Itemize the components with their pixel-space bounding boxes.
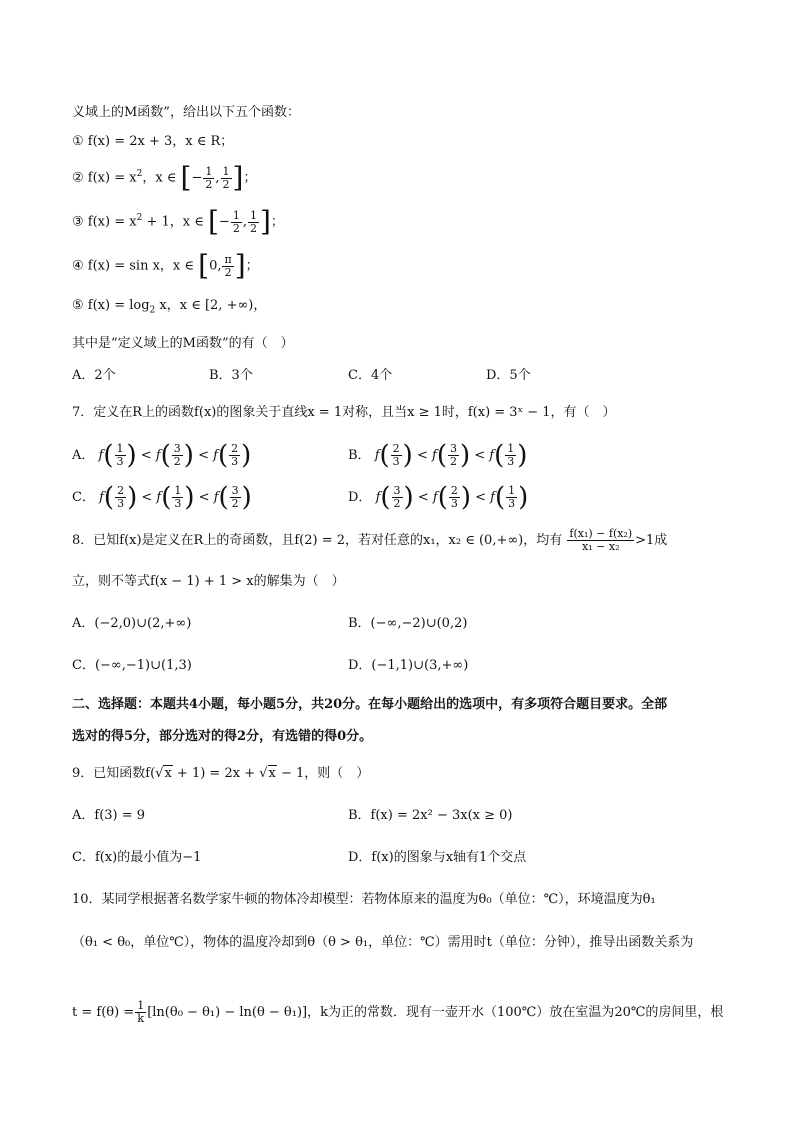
question-7-option-c[interactable]: C． f( $\frac{2}{3}$ ) < f( $\frac{1}{3}$ ) < f( $\frac{3}{2}$ ) xyxy=(72,482,252,513)
sqrt-radicand: x xyxy=(164,766,172,781)
function-1-expression: f(x) = 2x + 3，x ∈ R； xyxy=(87,134,234,149)
option-letter: C． xyxy=(72,490,95,505)
question-10-formula-rest: [ln(θ₀ − θ₁) − ln(θ − θ₁)]，k为正的常数．现有一壶开水（100℃）放在室温为20℃的房间里，根 xyxy=(147,1005,724,1020)
question-9-stem-c: − 1，则（ ） xyxy=(276,766,370,781)
fraction-numerator: f(x₁) − f(x₂) xyxy=(569,527,633,540)
fraction-numerator: 1 xyxy=(137,999,145,1012)
question-7-option-a[interactable]: A． f( $\frac{1}{3}$ ) < f( $\frac{3}{2}$ ) < f( $\frac{2}{3}$ ) xyxy=(72,440,252,471)
option-letter: D． xyxy=(348,490,372,505)
question-9-option-d[interactable]: D．f(x)的图象与x轴有1个交点 xyxy=(348,850,527,865)
section-2-heading-line-2: 选对的得5分，部分选对的得2分，有选错的得0分。 xyxy=(72,729,373,744)
option-letter: A． xyxy=(72,448,95,463)
question-7-option-b[interactable]: B． f( $\frac{2}{3}$ ) < f( $\frac{3}{2}$ ) < f( $\frac{1}{3}$ ) xyxy=(348,440,528,471)
function-5 xyxy=(72,296,266,321)
section-2-heading-line-1: 二、选择题：本题共4小题，每小题5分，共20分。在每小题给出的选项中，有多项符合题目要求。全部 xyxy=(72,697,668,712)
right-bracket: ] xyxy=(234,249,246,282)
question-6-option-a[interactable]: A．2个 xyxy=(72,368,116,383)
question-8-stem-tail: >1成 xyxy=(635,533,668,548)
question-8-fraction xyxy=(567,528,634,553)
left-bracket: [ xyxy=(198,249,210,282)
question-10-line-2: （θ₁ < θ₀，单位℃），物体的温度冷却到θ（θ > θ₁，单位：℃）需用时t（单位：分钟），推导出函数关系为 xyxy=(72,935,694,950)
right-bracket: ] xyxy=(232,161,244,194)
function-4: ④ f(x) = sin x，x ∈ [0, $\frac{\pi}{2}$ ]； xyxy=(72,249,259,282)
right-bracket: ] xyxy=(259,205,271,238)
question-10-line-1: 10．某同学根据著名数学家牛顿的物体冷却模型：若物体原来的温度为θ₀（单位：℃），环境温度为θ₁ xyxy=(72,892,656,907)
question-10-line-3 xyxy=(72,1000,723,1025)
function-1 xyxy=(72,132,233,152)
question-8-stem-line-1 xyxy=(72,528,667,553)
function-1-number: ① xyxy=(72,134,84,149)
function-2-lhs: f(x) = x xyxy=(87,170,137,186)
question-9-stem-b: + 1) = 2x + xyxy=(172,766,260,781)
function-2-number: ② xyxy=(72,170,84,186)
fraction: $\frac{\pi}{2}$ xyxy=(224,252,232,279)
function-3-lhs: f(x) = x xyxy=(87,214,137,230)
question-10-formula-lhs: t = f(θ) = xyxy=(72,1005,135,1020)
function-3-number: ③ xyxy=(72,214,84,230)
question-9-option-b[interactable]: B．f(x) = 2x² − 3x(x ≥ 0) xyxy=(348,808,513,823)
function-3: ③ $f(x) = x^2 + 1$，x ∈ [− $\frac{1}{2}$ , $\frac{1}{2}$ ]； xyxy=(72,205,284,238)
fraction-denominator: k xyxy=(137,1012,145,1025)
question-9-option-c[interactable]: C．f(x)的最小值为−1 xyxy=(72,850,202,865)
left-bracket: [ xyxy=(180,161,192,194)
option-letter: B． xyxy=(348,448,371,463)
question-6-option-c[interactable]: C．4个 xyxy=(348,368,393,383)
question-10-fraction xyxy=(135,1000,146,1025)
function-3-exponent: 2 xyxy=(136,213,143,224)
function-2-domain-label: ，x ∈ xyxy=(142,170,177,186)
question-8-option-d[interactable]: D．(−1,1)∪(3,+∞) xyxy=(348,658,469,673)
question-6-option-b[interactable]: B．3个 xyxy=(209,368,253,383)
function-2: ② $f(x) = x^2$，x ∈ [− $\frac{1}{2}$ , $\frac{1}{2}$ ]； xyxy=(72,161,257,194)
question-6-prompt: 其中是“定义域上的M函数”的有（ ） xyxy=(72,336,294,351)
question-7-option-d[interactable]: D． f( $\frac{3}{2}$ ) < f( $\frac{2}{3}$ ) < f( $\frac{1}{3}$ ) xyxy=(348,482,529,513)
intro-text: 义域上的M函数”，给出以下五个函数： xyxy=(72,105,300,120)
function-2-exponent: 2 xyxy=(136,169,143,180)
function-4-number: ④ xyxy=(72,258,84,274)
function-5-rest: x，x ∈ [2, +∞)， xyxy=(155,298,267,313)
function-3-rest: + 1，x ∈ xyxy=(142,214,204,230)
question-7-stem: 7．定义在R上的函数f(x)的图象关于直线x = 1对称，且当x ≥ 1时，f(x) = 3ˣ − 1，有（ ） xyxy=(72,405,616,420)
function-4-lhs: f(x) = sin x，x ∈ xyxy=(87,258,194,274)
function-5-number: ⑤ xyxy=(72,298,84,313)
left-bracket: [ xyxy=(207,205,219,238)
question-9-option-a[interactable]: A．f(3) = 9 xyxy=(72,808,146,823)
fraction-denominator: x₁ − x₂ xyxy=(582,540,620,553)
fraction: $\frac{1}{2}$ xyxy=(249,208,257,235)
fraction: $\frac{1}{2}$ xyxy=(222,164,230,191)
sqrt-radicand: x xyxy=(268,766,276,781)
fraction: $\frac{1}{2}$ xyxy=(232,208,240,235)
function-5-lhs: f(x) = log xyxy=(87,298,150,313)
question-8-option-c[interactable]: C．(−∞,−1)∪(1,3) xyxy=(72,658,192,673)
question-6-option-d[interactable]: D．5个 xyxy=(486,368,531,383)
question-9-stem: 9．已知函数f(√x + 1) = 2x + √x − 1，则（ ） xyxy=(72,766,370,781)
question-8-option-b[interactable]: B．(−∞,−2)∪(0,2) xyxy=(348,616,468,631)
question-9-stem-a: 9．已知函数f( xyxy=(72,766,156,781)
question-8-option-a[interactable]: A．(−2,0)∪(2,+∞) xyxy=(72,616,192,631)
fraction: $\frac{1}{2}$ xyxy=(205,164,213,191)
function-5-base: 2 xyxy=(149,305,156,316)
question-8-stem-line-2: 立，则不等式f(x − 1) + 1 > x的解集为（ ） xyxy=(72,574,345,589)
question-8-stem-text: 8．已知f(x)是定义在R上的奇函数，且f(2) = 2，若对任意的x₁，x₂ ∈ (0,+∞)，均有 xyxy=(72,533,563,548)
